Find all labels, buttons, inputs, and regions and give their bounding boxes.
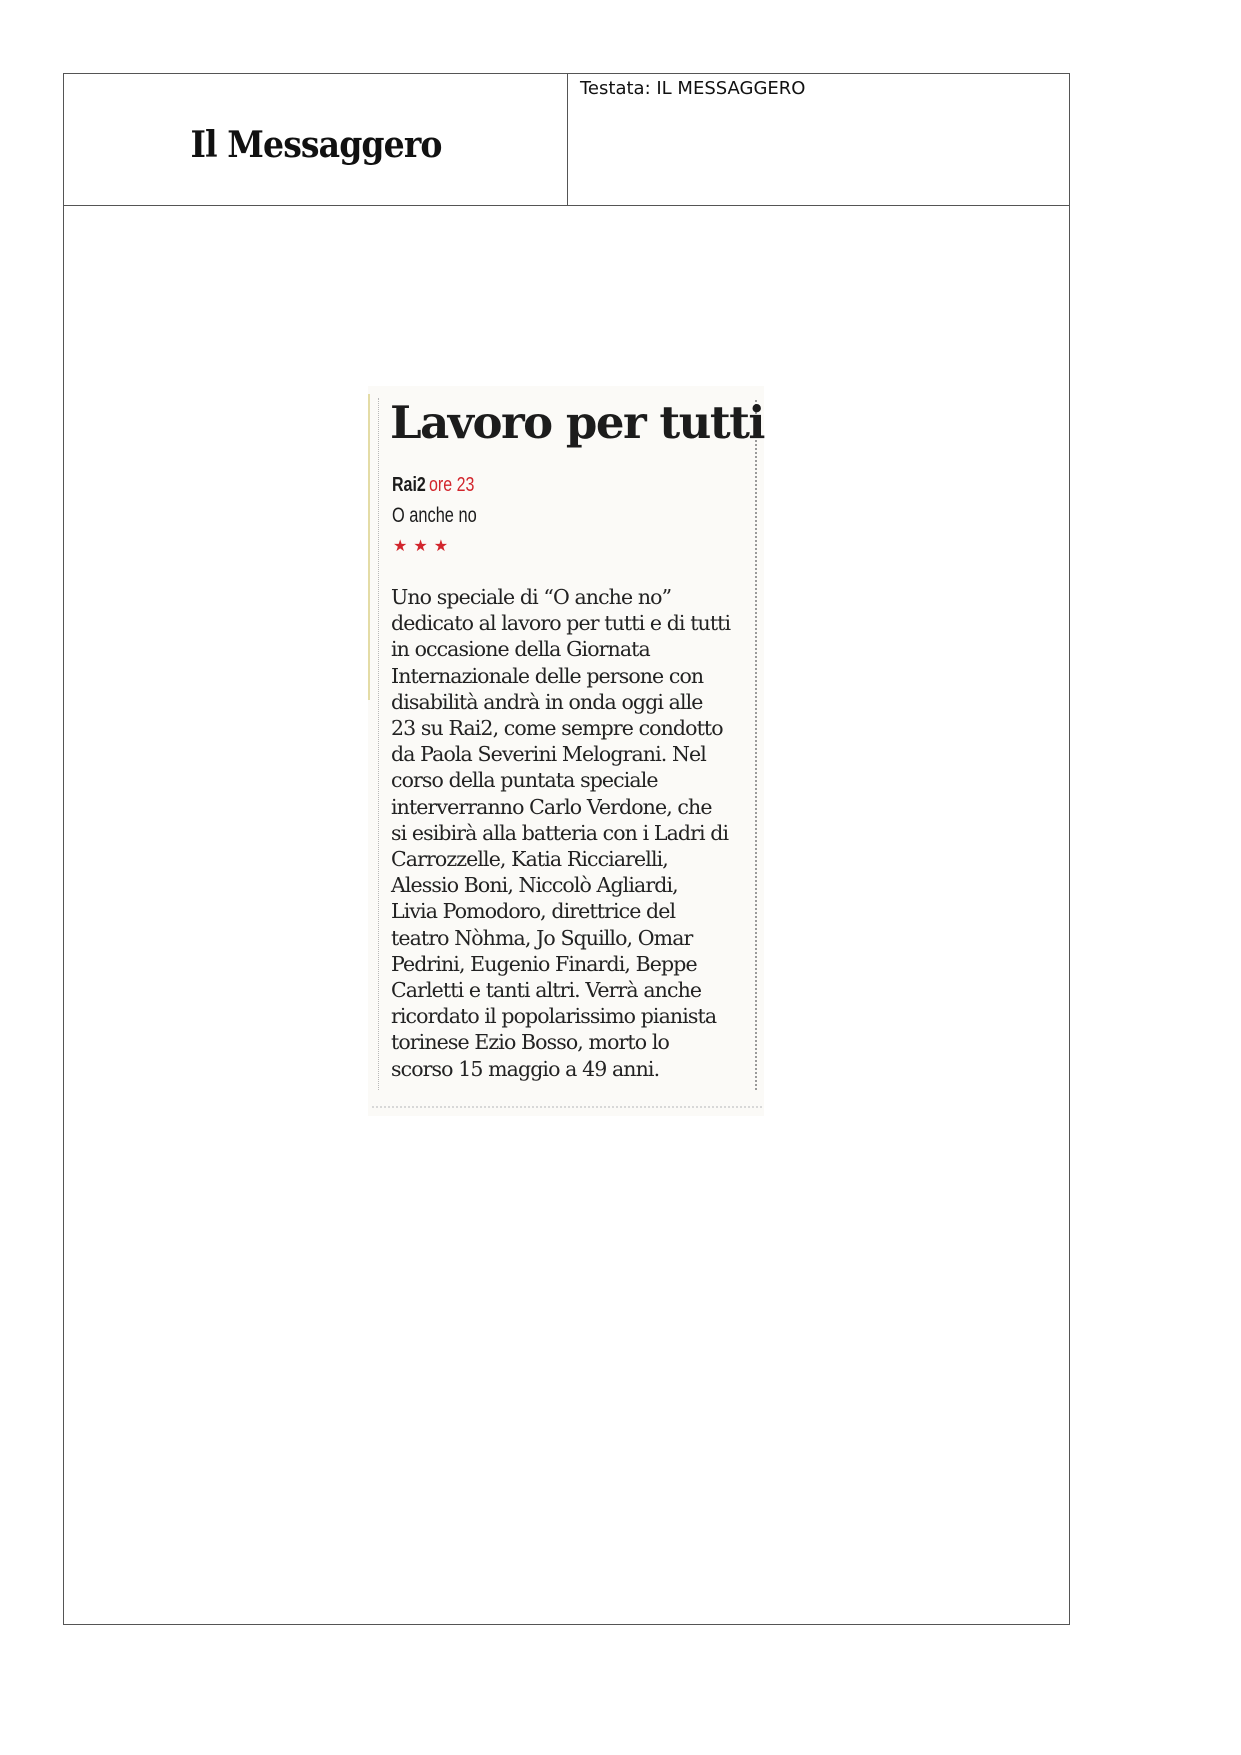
body-line: da Paola Severini Melograni. Nel xyxy=(391,742,706,767)
article-headline: Lavoro per tutti xyxy=(390,396,764,449)
body-line: scorso 15 maggio a 49 anni. xyxy=(391,1056,660,1081)
broadcast-info xyxy=(392,474,474,497)
body-line: teatro Nòhma, Jo Squillo, Omar xyxy=(391,925,693,950)
clipping-inner-rule xyxy=(378,398,379,1090)
article-body xyxy=(391,584,756,1082)
body-line: si esibirà alla batteria con i Ladri di xyxy=(391,820,729,845)
broadcast-time: ore 23 xyxy=(429,474,475,496)
testata-label: Testata: IL MESSAGGERO xyxy=(580,78,806,99)
body-line: dedicato al lavoro per tutti e di tutti xyxy=(391,611,731,636)
body-line: Carletti e tanti altri. Verrà anche xyxy=(391,978,702,1003)
rating-stars: ★★★ xyxy=(393,536,455,555)
body-line: Pedrini, Eugenio Finardi, Beppe xyxy=(391,951,697,976)
header-row xyxy=(64,74,1069,206)
clipping-left-rule xyxy=(368,394,370,700)
logo-cell xyxy=(64,74,568,205)
body-line: Internazionale delle persone con xyxy=(391,663,704,688)
body-line: disabilità andrà in onda oggi alle xyxy=(391,689,703,714)
body-line: Uno speciale di “O anche no” xyxy=(391,585,672,609)
body-line: torinese Ezio Bosso, morto lo xyxy=(391,1030,669,1055)
body-line: interverranno Carlo Verdone, che xyxy=(391,794,712,819)
program-title: O anche no xyxy=(392,504,477,527)
clipping-bottom-rule xyxy=(372,1106,762,1108)
body-line: Carrozzelle, Katia Ricciarelli, xyxy=(391,847,668,872)
newspaper-logo: Il Messaggero xyxy=(190,124,442,166)
body-line: corso della puntata speciale xyxy=(391,768,658,793)
body-line: 23 su Rai2, come sempre condotto xyxy=(391,716,723,741)
body-line: Livia Pomodoro, direttrice del xyxy=(391,899,676,924)
channel-name: Rai2 xyxy=(392,474,426,496)
body-line: in occasione della Giornata xyxy=(391,637,650,662)
body-line: ricordato il popolarissimo pianista xyxy=(391,1004,717,1029)
body-line: Alessio Boni, Niccolò Agliardi, xyxy=(391,873,678,898)
